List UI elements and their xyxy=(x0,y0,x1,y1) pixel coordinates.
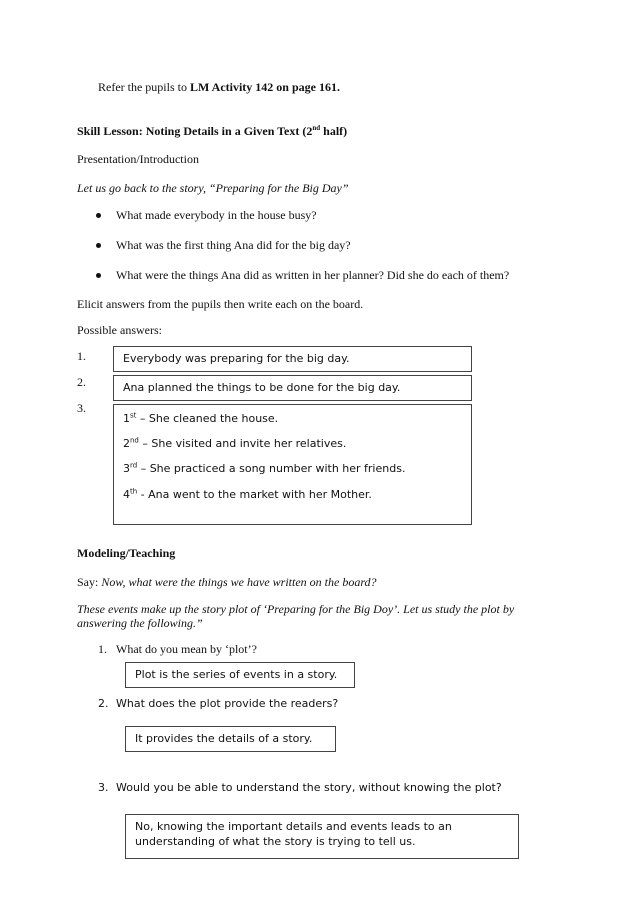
numbered-question-2: What does the plot provide the readers? xyxy=(116,697,339,710)
skill-lesson-prefix: Skill Lesson: Noting Details in a Given Text (2 xyxy=(77,124,313,138)
ordinal-suffix: rd xyxy=(130,461,138,470)
answer-3-item-text: – She cleaned the house. xyxy=(136,412,279,425)
answer-3-item-2 xyxy=(123,437,346,451)
say-text: Now, what were the things we have written on the board? xyxy=(101,575,377,589)
modeling-heading: Modeling/Teaching xyxy=(77,546,176,560)
skill-lesson-heading xyxy=(77,124,347,138)
answer-number-3: 3. xyxy=(77,401,86,415)
plot-answer-2-text: It provides the details of a story. xyxy=(135,732,313,745)
intro-prefix: Refer the pupils to xyxy=(98,80,190,94)
answer-3-item-3 xyxy=(123,462,405,476)
intro-line xyxy=(98,80,340,94)
answer-box-1 xyxy=(113,346,472,372)
answer-3-item-text: – She practiced a song number with her friends. xyxy=(137,462,406,475)
plot-answer-box-3 xyxy=(125,814,519,859)
bullet-icon xyxy=(96,213,101,218)
plot-answer-box-2 xyxy=(125,726,336,752)
numbered-question-3: Would you be able to understand the story, without knowing the plot? xyxy=(116,781,502,794)
ordinal-suffix: nd xyxy=(130,436,139,445)
bullet-icon xyxy=(96,273,101,278)
answer-number-1: 1. xyxy=(77,349,86,363)
plot-answer-1-text: Plot is the series of events in a story. xyxy=(135,668,338,681)
intro-activity-ref: LM Activity 142 on page 161. xyxy=(189,80,340,94)
skill-lesson-sup: nd xyxy=(312,124,321,132)
plot-answer-3-line-2: understanding of what the story is trying to tell us. xyxy=(135,835,416,848)
answer-box-2 xyxy=(113,375,472,401)
presentation-heading: Presentation/Introduction xyxy=(77,152,199,166)
possible-answers-label: Possible answers: xyxy=(77,323,162,337)
ordinal-number: 2 xyxy=(123,437,130,450)
say-label: Say: xyxy=(77,575,102,589)
elicit-instruction: Elicit answers from the pupils then write each on the board. xyxy=(77,297,364,311)
ordinal-suffix: st xyxy=(130,411,137,420)
ordinal-number: 4 xyxy=(123,488,130,501)
answer-3-item-1 xyxy=(123,412,278,426)
ordinal-number: 3 xyxy=(123,462,130,475)
plot-answer-3-line-1: No, knowing the important details and events leads to an xyxy=(135,820,452,833)
answer-box-3 xyxy=(113,404,472,525)
answer-3-item-text: – She visited and invite her relatives. xyxy=(138,437,347,450)
story-prompt: Let us go back to the story, “Preparing for the Big Day” xyxy=(77,181,349,195)
events-text-line-1: These events make up the story plot of ‘Preparing for the Big Doy’. Let us study the plot by xyxy=(77,602,515,616)
skill-lesson-suffix: half) xyxy=(320,124,348,138)
question-3: What were the things Ana did as written in her planner? Did she do each of them? xyxy=(116,268,510,282)
bullet-icon xyxy=(96,243,101,248)
ordinal-number: 1 xyxy=(123,412,130,425)
answer-number-2: 2. xyxy=(77,375,86,389)
numbered-question-3-number: 3. xyxy=(98,781,109,794)
events-text-line-2: answering the following.” xyxy=(77,616,203,630)
answer-2-text: Ana planned the things to be done for the big day. xyxy=(123,381,401,394)
answer-3-item-4 xyxy=(123,488,372,502)
plot-answer-box-1 xyxy=(125,662,355,688)
answer-3-item-text: - Ana went to the market with her Mother. xyxy=(137,488,372,501)
ordinal-suffix: th xyxy=(130,487,138,496)
question-1: What made everybody in the house busy? xyxy=(116,208,317,222)
question-2: What was the first thing Ana did for the big day? xyxy=(116,238,351,252)
numbered-question-2-number: 2. xyxy=(98,697,109,710)
numbered-question-1-number: 1. xyxy=(98,642,107,656)
say-line xyxy=(77,575,377,589)
numbered-question-1: What do you mean by ‘plot’? xyxy=(116,642,257,656)
answer-1-text: Everybody was preparing for the big day. xyxy=(123,352,350,365)
